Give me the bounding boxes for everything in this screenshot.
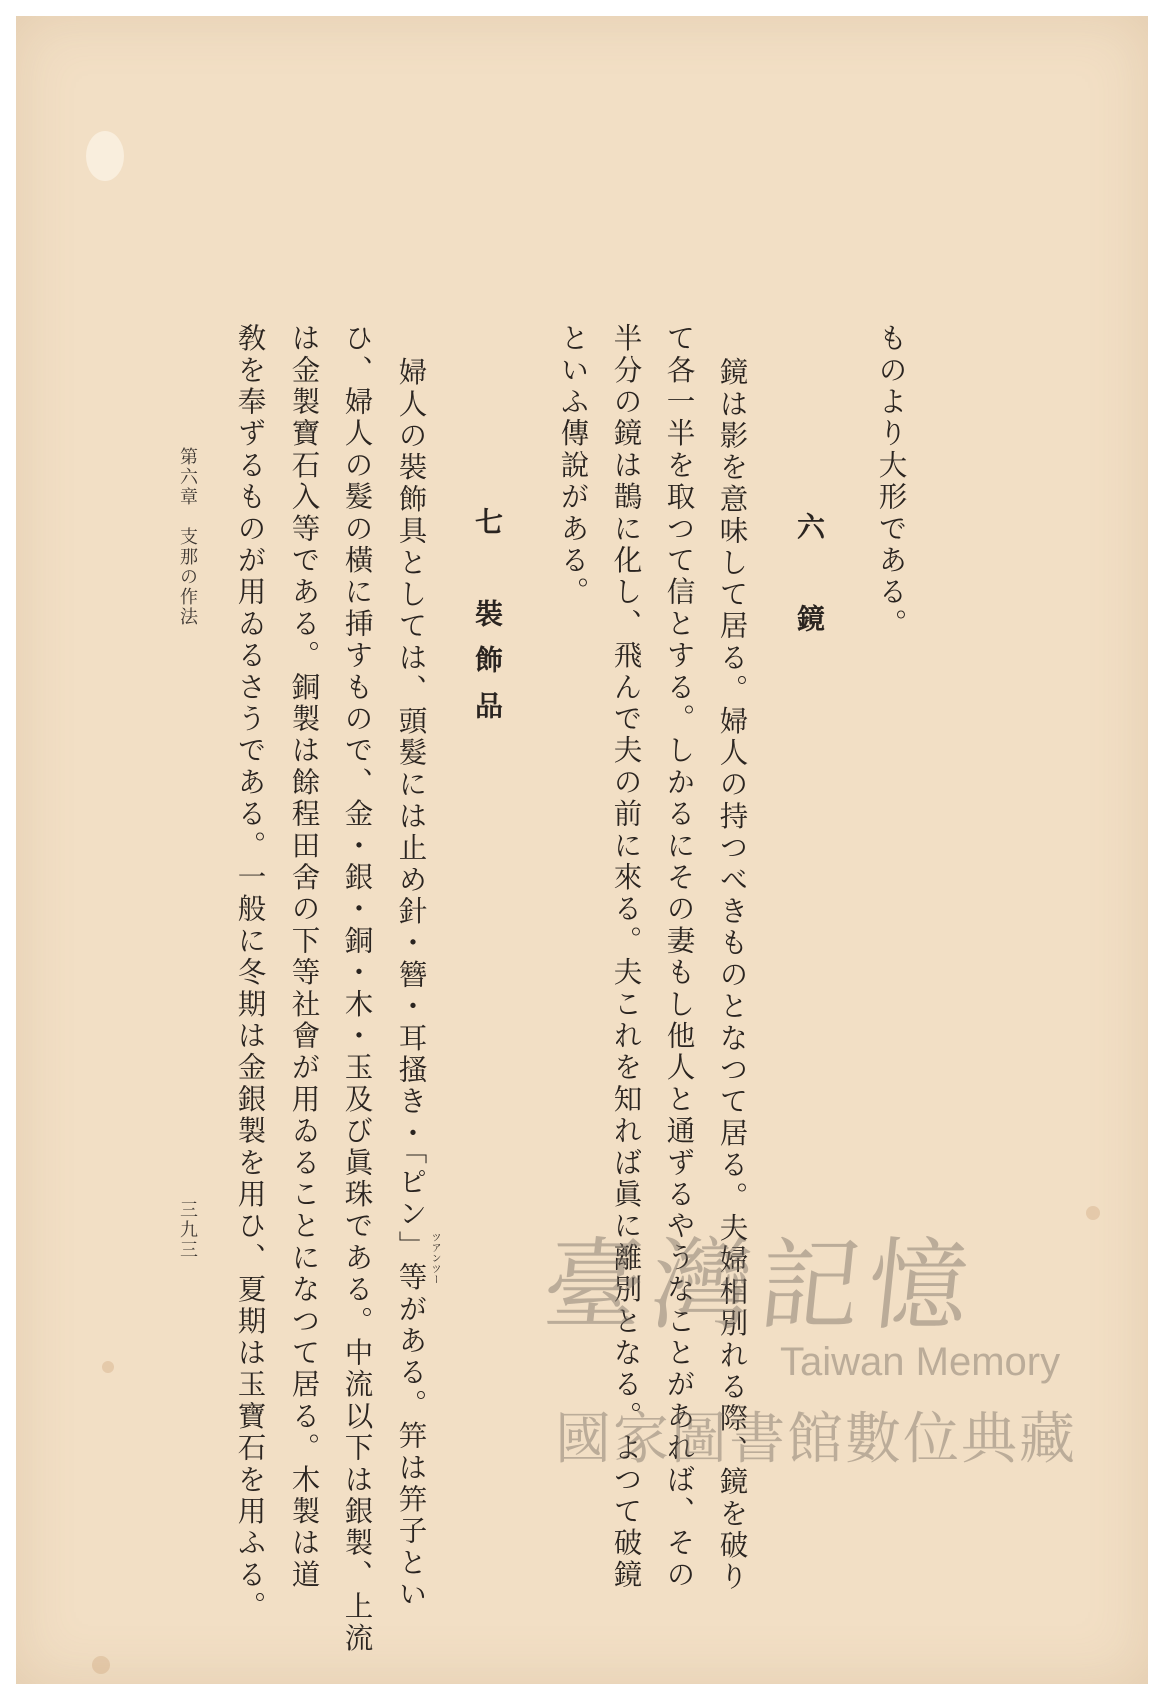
watermark-library: 國家圖書館數位典藏: [555, 1407, 1077, 1472]
text-column-8: は金製寶石入等である。銅製は餘程田舍の下等社會が用ゐることになつて居る。木製は道: [287, 323, 321, 1591]
paper-stain: [92, 1656, 110, 1674]
paper-blemish: [86, 131, 124, 181]
paper-stain: [1086, 1206, 1100, 1220]
watermark-english: Taiwan Memory: [780, 1340, 1061, 1384]
text-column-7: ひ、婦人の髮の橫に挿すもので、金・銀・銅・木・玉及び眞珠である。中流以下は銀製、上流: [340, 323, 374, 1655]
watermark-chinese: 臺灣記憶: [537, 1227, 983, 1344]
paper-stain: [102, 1361, 114, 1373]
chapter-footer: 第六章 支那の作法: [177, 447, 198, 627]
section-heading-seven: 七 裝飾品: [471, 507, 504, 737]
text-column-3: て各一半を取つて信とする。しかるにその妻もし他人と通ずるやうなことがあれば、その: [662, 323, 696, 1591]
page-number: 三九三: [177, 1200, 198, 1260]
text-column-5: といふ傳說がある。: [556, 323, 590, 609]
section-heading-six: 六 鏡: [793, 512, 826, 650]
text-column-1: ものより大形である。: [874, 323, 908, 640]
text-column-2: 鏡は影を意味して居る。婦人の持つべきものとなつて居る。夫婦相別れる際、鏡を破り: [715, 357, 749, 1594]
text-column-6: 婦人の裝飾具としては、頭髮には止め針・簪・耳搔き・「ピン」等がある。笄は笄子とい: [394, 357, 428, 1611]
text-column-9: 敎を奉ずるものが用ゐるさうである。一般に冬期は金銀製を用ひ、夏期は玉寶石を用ふる。: [233, 323, 267, 1623]
ruby-annotation: ツアンツー: [429, 1232, 440, 1285]
text-column-4: 半分の鏡は鵲に化し、飛んで夫の前に來る。夫これを知れば眞に離別となる。よつて破鏡: [609, 323, 643, 1592]
